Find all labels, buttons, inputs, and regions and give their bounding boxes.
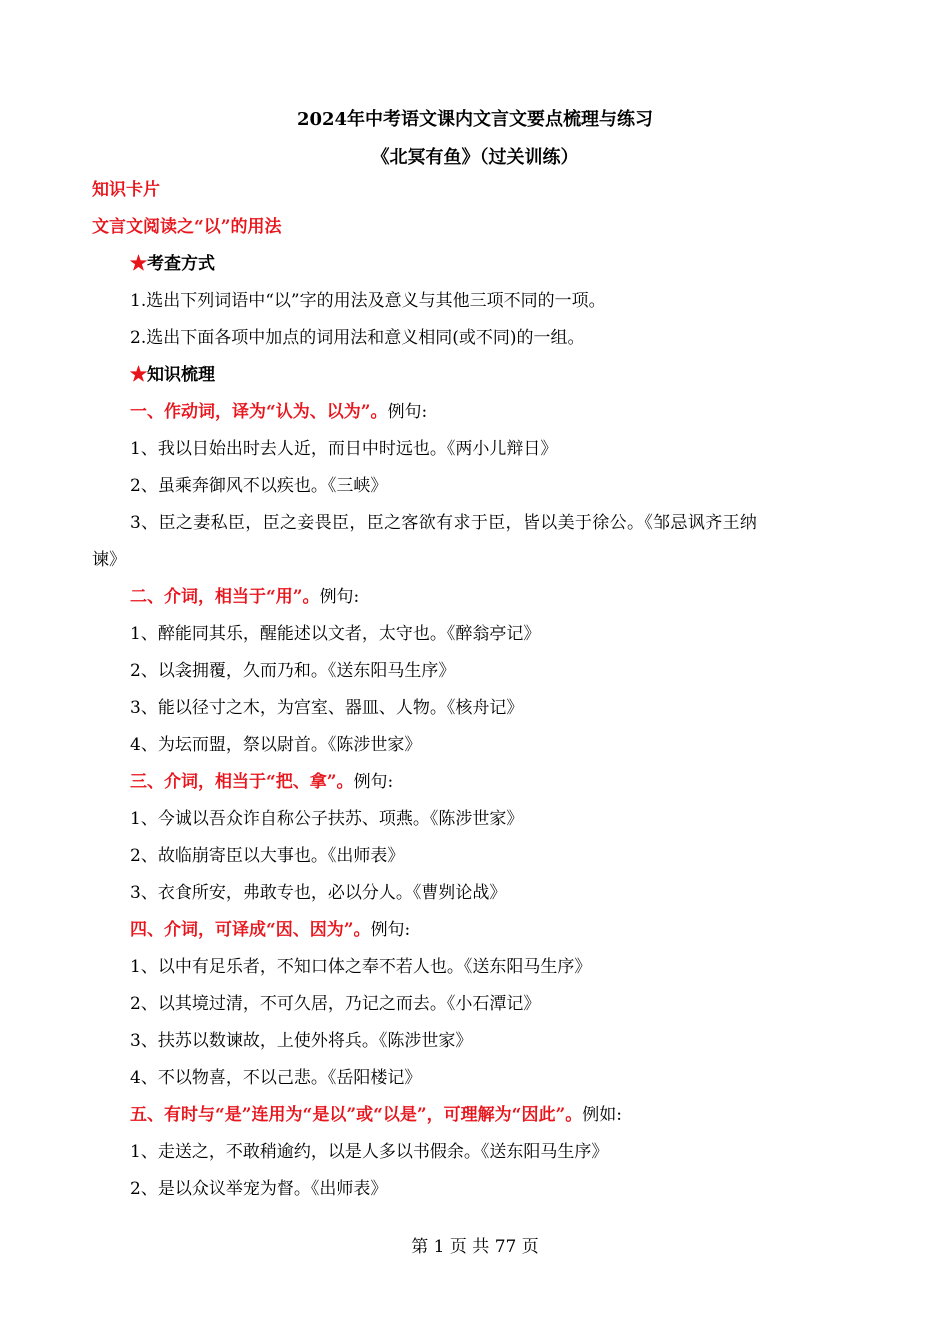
example-sentence-continued: 谏》 xyxy=(92,550,126,570)
usage-heading: 一、作动词，译为“认为、以为”。例句: xyxy=(130,402,428,422)
page-number: 1 xyxy=(433,1237,445,1257)
example-sentence: 4、不以物喜，不以己悲。《岳阳楼记》 xyxy=(130,1068,422,1088)
exam-method-heading: ★考查方式 xyxy=(130,254,215,274)
document-subtitle: 《北冥有鱼》（过关训练） xyxy=(371,147,579,168)
usage-heading: 五、有时与“是”连用为“是以”或“以是”，可理解为“因此”。例如: xyxy=(130,1105,622,1125)
example-sentence: 2、是以众议举宠为督。《出师表》 xyxy=(130,1179,388,1199)
usage-heading: 二、介词，相当于“用”。例句: xyxy=(130,587,360,607)
example-sentence: 1、我以日始出时去人近，而日中时远也。《两小儿辩日》 xyxy=(130,439,558,459)
example-sentence: 3、衣食所安，弗敢专也，必以分人。《曹刿论战》 xyxy=(130,883,507,903)
page-footer: 第 1 页 共 77 页 xyxy=(411,1237,539,1257)
example-sentence: 2、虽乘奔御风不以疾也。《三峡》 xyxy=(130,476,388,496)
exam-method-item: 1.选出下列词语中“以”字的用法及意义与其他三项不同的一项。 xyxy=(130,291,606,311)
page-total: 77 xyxy=(494,1237,517,1257)
example-sentence: 1、今诚以吾众诈自称公子扶苏、项燕。《陈涉世家》 xyxy=(130,809,524,829)
example-sentence: 3、能以径寸之木，为宫室、器皿、人物。《核舟记》 xyxy=(130,698,524,718)
example-sentence: 4、为坛而盟，祭以尉首。《陈涉世家》 xyxy=(130,735,422,755)
example-sentence: 1、走送之，不敢稍逾约，以是人多以书假余。《送东阳马生序》 xyxy=(130,1142,609,1162)
example-sentence: 3、臣之妻私臣，臣之妾畏臣，臣之客欲有求于臣，皆以美于徐公。《邹忌讽齐王纳 xyxy=(130,513,758,533)
knowledge-card-heading: 知识卡片 xyxy=(92,180,160,200)
example-sentence: 2、以其境过清，不可久居，乃记之而去。《小石潭记》 xyxy=(130,994,541,1014)
example-sentence: 1、以中有足乐者，不知口体之奉不若人也。《送东阳马生序》 xyxy=(130,957,592,977)
example-sentence: 3、扶苏以数谏故，上使外将兵。《陈涉世家》 xyxy=(130,1031,473,1051)
document-title: 2024年中考语文课内文言文要点梳理与练习 xyxy=(296,109,654,130)
star-icon: ★ xyxy=(130,365,147,385)
example-sentence: 2、故临崩寄臣以大事也。《出师表》 xyxy=(130,846,405,866)
example-sentence: 2、以衾拥覆，久而乃和。《送东阳马生序》 xyxy=(130,661,456,681)
usage-heading: 三、介词，相当于“把、拿”。例句: xyxy=(130,772,394,792)
star-icon: ★ xyxy=(130,254,147,274)
example-sentence: 1、醉能同其乐，醒能述以文者，太守也。《醉翁亭记》 xyxy=(130,624,541,644)
exam-method-item: 2.选出下面各项中加点的词用法和意义相同(或不同)的一组。 xyxy=(130,328,585,348)
section-heading: 文言文阅读之“以”的用法 xyxy=(92,217,282,237)
usage-heading: 四、介词，可译成“因、因为”。例句: xyxy=(130,920,411,940)
knowledge-heading: ★知识梳理 xyxy=(130,365,215,385)
